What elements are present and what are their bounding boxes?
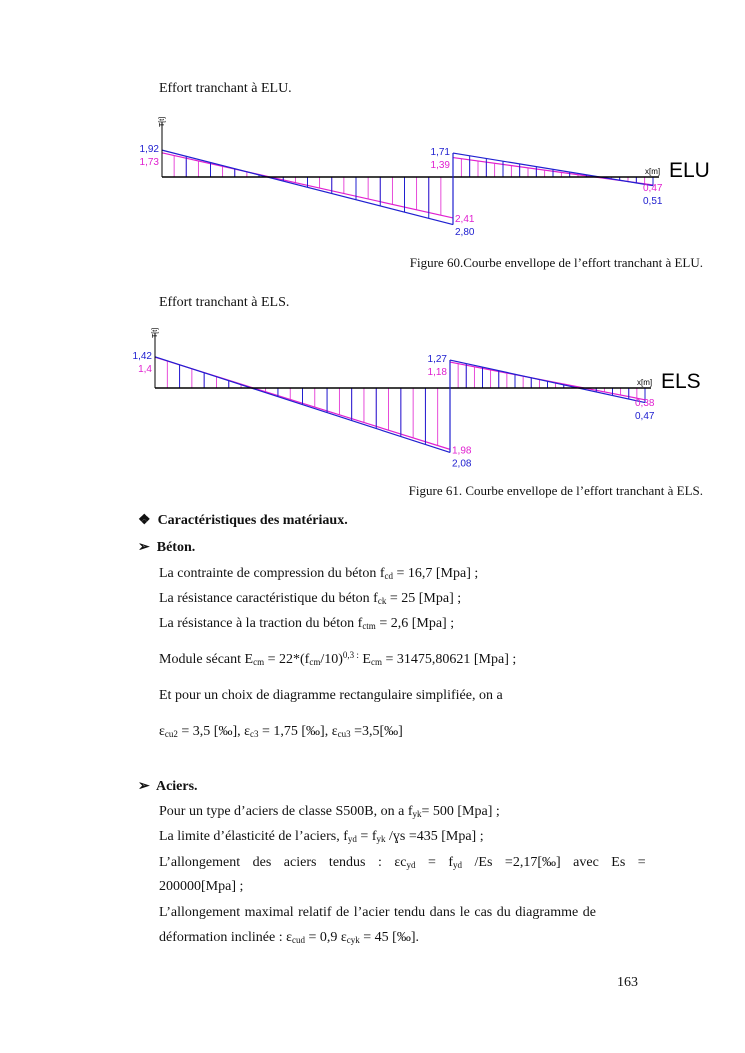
text-segment: Pour un type d’aciers de classe S500B, on a f [159,804,413,819]
diagram-state-label: ELS [661,370,701,393]
materials-heading [138,513,348,529]
text-segment: = 25 [Mpa] ; [386,591,462,606]
arrow-bullet-icon: ➢ [138,779,150,794]
value-label: 1,39 [430,160,450,172]
eps-line [159,724,403,740]
text-segment: = 31475,80621 [Mpa] ; [381,652,517,667]
els-shear-diagram [0,325,745,480]
text-segment: cm [370,657,382,667]
text-segment: yk [412,809,422,819]
text-segment: cd [384,571,393,581]
text-segment: /10) [320,652,343,667]
aciers-heading [138,779,198,795]
els-title: Effort tranchant à ELS. [159,295,290,310]
text-segment: cu2 [164,729,178,739]
text-segment: déformation inclinée : ε [159,930,292,945]
text-segment: La contrainte de compression du béton f [159,566,385,581]
heading-text: Aciers. [155,779,198,794]
text-segment: c3 [250,729,259,739]
text-segment: = 16,7 [Mpa] ; [392,566,479,581]
arrow-bullet-icon: ➢ [138,540,150,555]
text-segment: ctm [362,621,376,631]
elu-caption: Figure 60.Courbe envellope de l’effort tranchant à ELU. [409,255,703,270]
elu-shear-diagram [0,110,745,265]
text-segment: cyk [346,935,360,945]
fyd-line [159,829,484,845]
text-segment: L’allongement des aciers tendus : εc [159,855,407,870]
heading-text: Béton. [156,540,196,555]
es-line: 200000[Mpa] ; [159,879,244,894]
blue-envelope-line [155,357,450,453]
value-label: 1,73 [139,157,159,169]
text-segment: cm [253,657,265,667]
choix-line: Et pour un choix de diagramme rectangulaire simplifiée, on a [159,688,503,703]
y-axis-label: T[t] [159,116,166,127]
fctm-line [159,616,454,632]
text-segment: E [358,652,371,667]
text-segment: = 22*(f [264,652,310,667]
page-number: 163 [617,975,638,990]
text-segment: cud [292,935,305,945]
text-segment: = 45 [‰]. [359,930,420,945]
text-segment: = 500 [Mpa] ; [421,804,500,819]
ecm-line [159,652,516,668]
value-label: 1,71 [430,147,450,159]
text-segment: = 2,6 [Mpa] ; [375,616,455,631]
text-segment: =3,5[‰] [350,724,403,739]
heading-text: Caractéristiques des matériaux. [157,513,348,528]
text-segment: = 0,9 ε [305,930,347,945]
value-label: 1,18 [427,367,447,379]
text-segment: = 3,5 [‰], ε [177,724,250,739]
value-label: 1,27 [427,354,447,366]
ecud-line [159,930,419,946]
fyk-line [159,804,500,820]
diagram-state-label: ELU [669,159,710,182]
blue-envelope-line [162,150,453,224]
value-label: 1,98 [452,445,472,457]
x-axis-label: x[m] [645,167,661,176]
allongement-max-line: L’allongement maximal relatif de l’acier tendu dans le cas du diagramme de [159,905,596,920]
blue-envelope-line [453,153,653,186]
value-label: 2,41 [455,213,475,225]
value-label: 1,4 [138,363,152,375]
text-segment: ε [159,724,165,739]
value-label: 1,42 [132,350,152,362]
value-label: 1,92 [139,144,159,156]
blue-envelope-line [450,360,645,403]
text-segment: cu3 [337,729,351,739]
text-segment: La résistance à la traction du béton f [159,616,363,631]
text-segment: cm [309,657,321,667]
text-segment: /Es =2,17[‰] avec Es = [462,855,646,870]
y-axis-label: T[t] [152,327,159,338]
els-caption: Figure 61. Courbe envellope de l’effort tranchant à ELS. [408,483,703,498]
text-segment: La résistance caractéristique du béton f [159,591,378,606]
value-label: 0,47 [643,182,663,194]
fcd-line [159,566,478,582]
value-label: 0,38 [635,397,655,409]
beton-heading [138,540,195,556]
diamond-bullet-icon: ❖ [138,513,151,528]
text-segment: yd [347,834,357,844]
value-label: 2,80 [455,226,475,238]
text-segment: ck [377,596,387,606]
text-segment: yd [406,860,416,870]
fck-line [159,591,461,607]
text-segment: = f [415,855,454,870]
text-segment: yd [453,860,463,870]
text-segment: 0,3 : [342,650,359,660]
value-label: 2,08 [452,458,472,470]
value-label: 0,47 [635,410,655,422]
text-segment: = f [356,829,377,844]
text-segment: La limite d’élasticité de l’aciers, f [159,829,348,844]
value-label: 0,51 [643,195,663,207]
allongement-line [159,855,704,871]
elu-title: Effort tranchant à ELU. [159,81,292,96]
text-segment: = 1,75 [‰], ε [258,724,338,739]
text-segment: yk [376,834,386,844]
text-segment: Module sécant E [159,652,254,667]
text-segment: /ɣs =435 [Mpa] ; [385,829,484,844]
x-axis-label: x[m] [637,378,653,387]
